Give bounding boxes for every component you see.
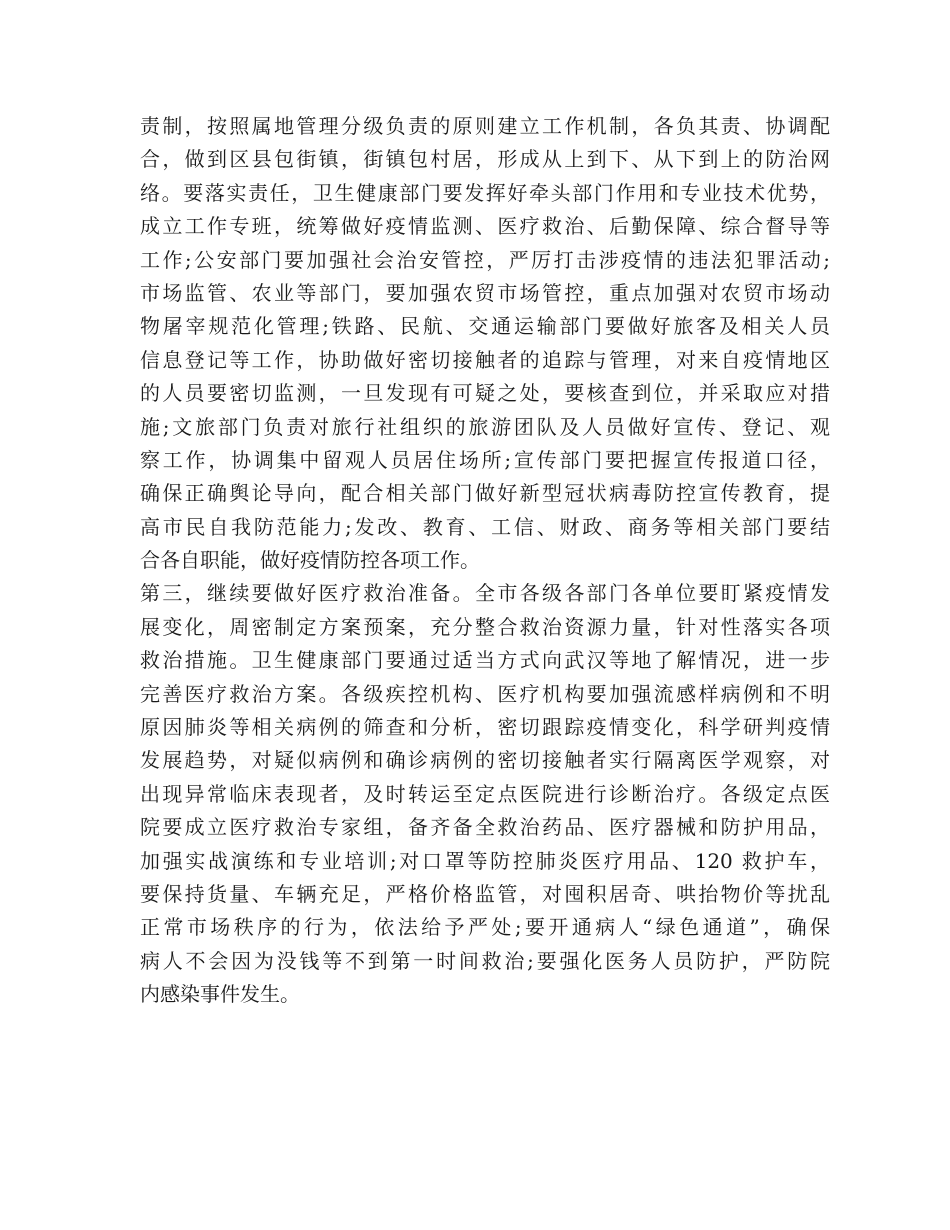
text-line: 成立工作专班，统筹做好疫情监测、医疗救治、后勤保障、综合督导等	[140, 214, 830, 239]
text-line: 络。要落实责任，卫生健康部门要发挥好牵头部门作用和专业技术优势，	[140, 180, 830, 205]
text-line: 工作;公安部门要加强社会治安管控，严厉打击涉疫情的违法犯罪活动;	[140, 247, 830, 272]
document-body-text	[140, 110, 830, 1012]
text-line: 的人员要密切监测，一旦发现有可疑之处，要核查到位，并采取应对措	[140, 381, 830, 406]
text-line: 发展趋势，对疑似病例和确诊病例的密切接触者实行隔离医学观察，对	[140, 748, 830, 773]
text-line: 展变化，周密制定方案预案，充分整合救治资源力量，针对性落实各项	[140, 614, 830, 639]
text-line: 信息登记等工作，协助做好密切接触者的追踪与管理，对来自疫情地区	[140, 347, 830, 372]
text-line: 院要成立医疗救治专家组，备齐备全救治药品、医疗器械和防护用品，	[140, 815, 830, 840]
text-line: 要保持货量、车辆充足，严格价格监管，对囤积居奇、哄抬物价等扰乱	[140, 881, 830, 906]
text-line: 市场监管、农业等部门，要加强农贸市场管控，重点加强对农贸市场动	[140, 280, 830, 305]
text-line: 合，做到区县包街镇，街镇包村居，形成从上到下、从下到上的防治网	[140, 147, 830, 172]
text-line: 高市民自我防范能力;发改、教育、工信、财政、商务等相关部门要结	[140, 514, 830, 539]
text-line: 合各自职能，做好疫情防控各项工作。	[140, 548, 480, 573]
text-line: 确保正确舆论导向，配合相关部门做好新型冠状病毒防控宣传教育，提	[140, 481, 830, 506]
text-line: 救治措施。卫生健康部门要通过适当方式向武汉等地了解情况，进一步	[140, 648, 830, 673]
text-line: 出现异常临床表现者，及时转运至定点医院进行诊断治疗。各级定点医	[140, 781, 830, 806]
text-line: 内感染事件发生。	[140, 982, 300, 1007]
text-line: 加强实战演练和专业培训;对口罩等防控肺炎医疗用品、120 救护车，	[140, 848, 830, 873]
text-line: 正常市场秩序的行为，依法给予严处;要开通病人“绿色通道”，确保	[140, 915, 830, 940]
text-line: 病人不会因为没钱等不到第一时间救治;要强化医务人员防护，严防院	[140, 948, 830, 973]
text-line: 第三，继续要做好医疗救治准备。全市各级各部门各单位要盯紧疫情发	[140, 581, 830, 606]
text-line: 原因肺炎等相关病例的筛查和分析，密切跟踪疫情变化，科学研判疫情	[140, 715, 830, 740]
text-line: 施;文旅部门负责对旅行社组织的旅游团队及人员做好宣传、登记、观	[140, 414, 830, 439]
text-line: 责制，按照属地管理分级负责的原则建立工作机制，各负其责、协调配	[140, 114, 830, 138]
text-line: 完善医疗救治方案。各级疾控机构、医疗机构要加强流感样病例和不明	[140, 681, 830, 706]
text-line: 察工作，协调集中留观人员居住场所;宣传部门要把握宣传报道口径，	[140, 447, 830, 472]
text-line: 物屠宰规范化管理;铁路、民航、交通运输部门要做好旅客及相关人员	[140, 314, 830, 339]
